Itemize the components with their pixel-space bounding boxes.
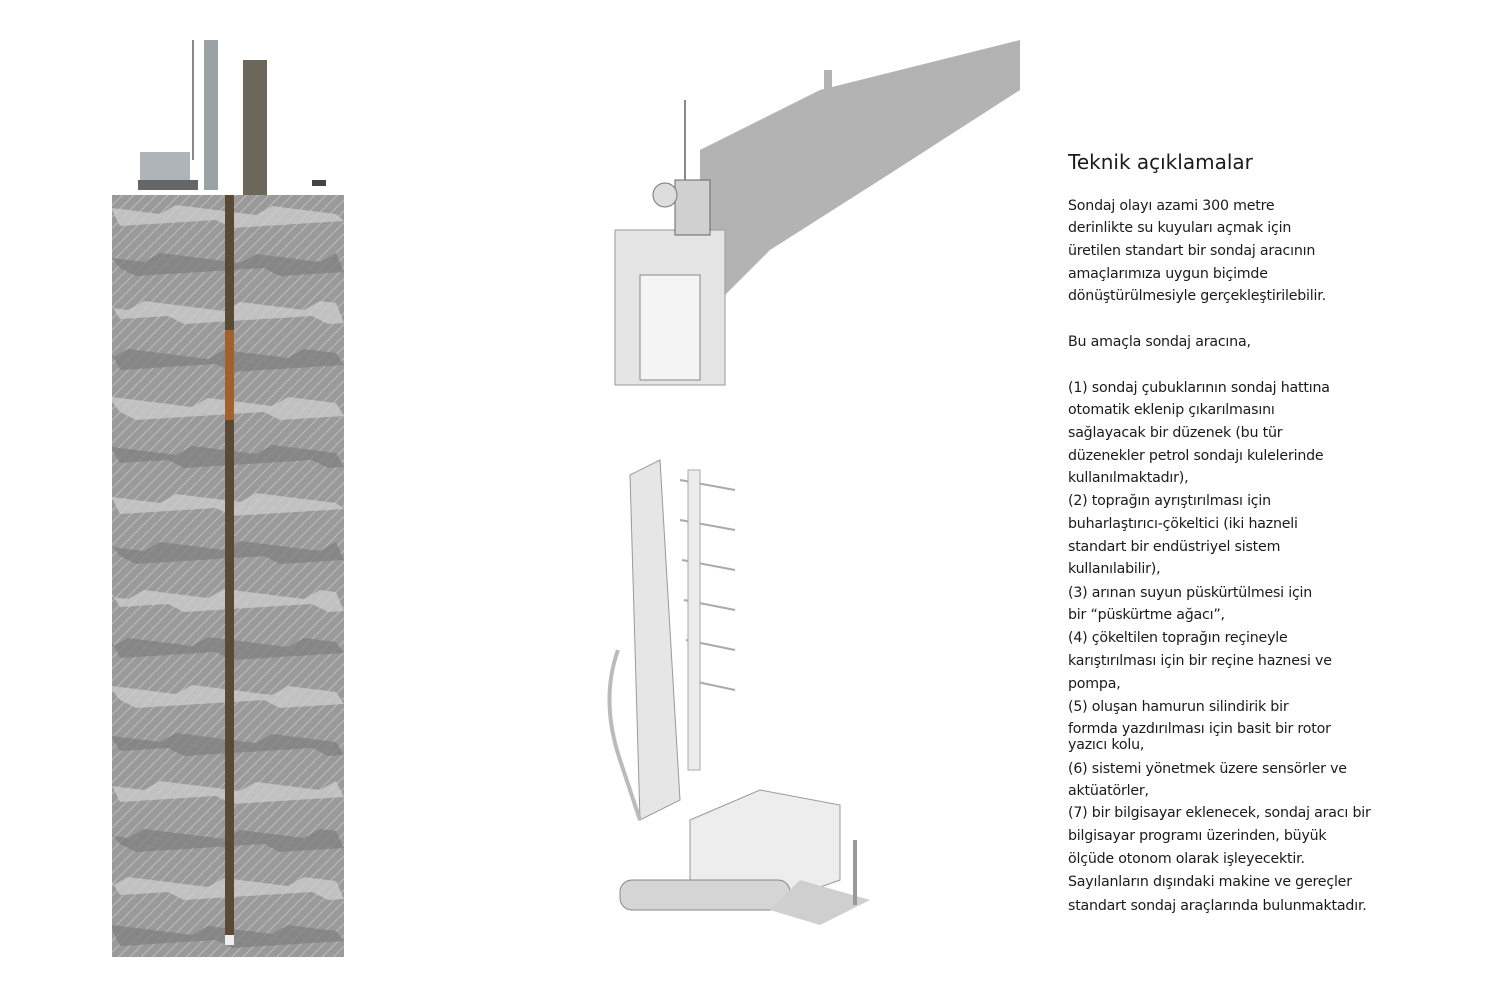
text-line: formda yazdırılması için basit bir rotor bbox=[1068, 721, 1331, 737]
text-line: bilgisayar programı üzerinden, büyük bbox=[1068, 828, 1327, 844]
text-line: dönüştürülmesiyle gerçekleştirilebilir. bbox=[1068, 288, 1326, 304]
text-line: karıştırılması için bir reçine haznesi ve bbox=[1068, 653, 1332, 669]
text-line: (1) sondaj çubuklarının sondaj hattına bbox=[1068, 380, 1330, 396]
text-line: standart sondaj araçlarında bulunmaktadır. bbox=[1068, 898, 1367, 914]
section-title: Teknik açıklamalar bbox=[1068, 150, 1253, 174]
text-line: derinlikte su kuyuları açmak için bbox=[1068, 220, 1292, 236]
text-line: (6) sistemi yönetmek üzere sensörler ve bbox=[1068, 761, 1347, 777]
text-line: sağlayacak bir düzenek (bu tür bbox=[1068, 425, 1283, 441]
text-line: Bu amaçla sondaj aracına, bbox=[1068, 334, 1251, 350]
text-line: kullanılmaktadır), bbox=[1068, 470, 1189, 486]
text-line: üretilen standart bir sondaj aracının bbox=[1068, 243, 1316, 259]
text-line: buharlaştırıcı-çökeltici (iki hazneli bbox=[1068, 516, 1298, 532]
crawler-track bbox=[620, 880, 790, 910]
text-line: standart bir endüstriyel sistem bbox=[1068, 539, 1281, 555]
text-line: aktüatörler, bbox=[1068, 783, 1149, 799]
text-line: amaçlarımıza uygun biçimde bbox=[1068, 266, 1268, 282]
text-line: bir “püskürtme ağacı”, bbox=[1068, 607, 1225, 623]
text-line: otomatik eklenip çıkarılmasını bbox=[1068, 402, 1275, 418]
text-line: (5) oluşan hamurun silindirik bir bbox=[1068, 699, 1289, 715]
text-line: (3) arınan suyun püskürtülmesi için bbox=[1068, 585, 1313, 601]
text-line: (4) çökeltilen toprağın reçineyle bbox=[1068, 630, 1288, 646]
text-line: Sayılanların dışındaki makine ve gereçler bbox=[1068, 874, 1352, 890]
text-line: ölçüde otonom olarak işleyecektir. bbox=[1068, 851, 1305, 867]
rig-mast bbox=[630, 460, 680, 820]
text-line: (7) bir bilgisayar eklenecek, sondaj aracı bir bbox=[1068, 805, 1371, 821]
text-line: Sondaj olayı azami 300 metre bbox=[1068, 198, 1275, 214]
text-line: kullanılabilir), bbox=[1068, 561, 1161, 577]
text-line: pompa, bbox=[1068, 676, 1121, 692]
text-line: (2) toprağın ayrıştırılması için bbox=[1068, 493, 1271, 509]
text-line: düzenekler petrol sondajı kulelerinde bbox=[1068, 448, 1324, 464]
text-line: yazıcı kolu, bbox=[1068, 737, 1145, 753]
